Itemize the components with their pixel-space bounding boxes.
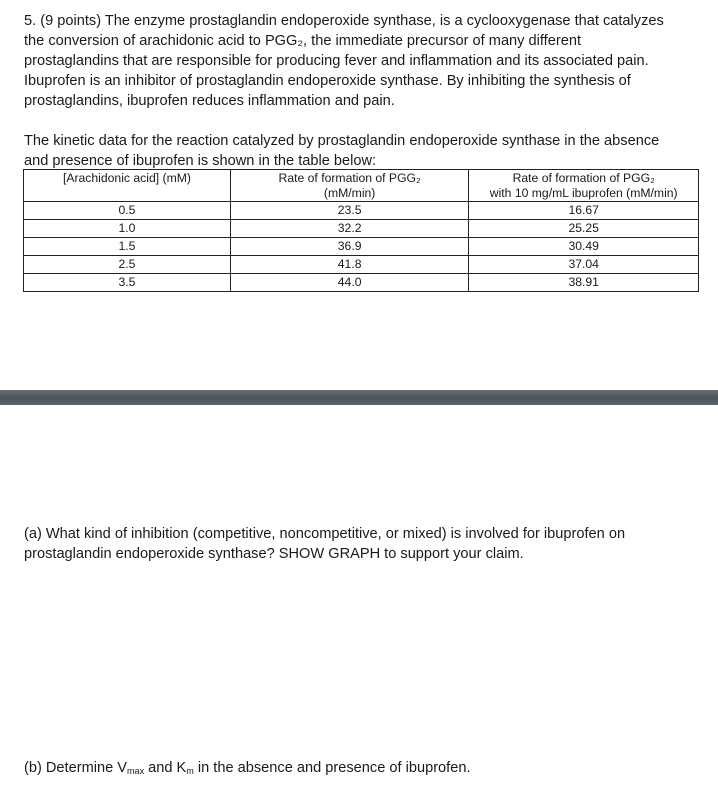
kinetic-data-intro bbox=[24, 131, 704, 171]
problem-intro bbox=[24, 11, 704, 111]
table-cell: 30.49 bbox=[469, 238, 699, 256]
table-cell: 41.8 bbox=[230, 256, 469, 274]
intro-line: prostaglandins, ibuprofen reduces inflammation and pain. bbox=[24, 93, 395, 109]
question-b: (b) Determine Vmax and Km in the absence and presence of ibuprofen. bbox=[24, 760, 471, 776]
table-cell: 16.67 bbox=[469, 202, 699, 220]
table-cell: 37.04 bbox=[469, 256, 699, 274]
table-row bbox=[24, 238, 699, 256]
table-cell: 44.0 bbox=[230, 274, 469, 292]
table-row bbox=[24, 202, 699, 220]
table-cell: 3.5 bbox=[24, 274, 231, 292]
kinetic-line: The kinetic data for the reaction catalyzed by prostaglandin endoperoxide synthase in the absence bbox=[24, 133, 660, 149]
question-a-line: prostaglandin endoperoxide synthase? SHOW GRAPH to support your claim. bbox=[24, 546, 524, 562]
header-arachidonic-acid: [Arachidonic acid] (mM) bbox=[24, 170, 231, 202]
table-cell: 1.0 bbox=[24, 220, 231, 238]
intro-line: 5. (9 points) The enzyme prostaglandin endoperoxide synthase, is a cyclooxygenase that catalyzes bbox=[24, 13, 664, 29]
table-cell: 0.5 bbox=[24, 202, 231, 220]
table-cell: 2.5 bbox=[24, 256, 231, 274]
kinetic-line: and presence of ibuprofen is shown in the table below: bbox=[24, 153, 377, 169]
table-cell: 23.5 bbox=[230, 202, 469, 220]
table-cell: 1.5 bbox=[24, 238, 231, 256]
question-a-line: (a) What kind of inhibition (competitive, noncompetitive, or mixed) is involved for ibuprofen on bbox=[24, 526, 626, 542]
km-subscript: m bbox=[186, 765, 194, 776]
table-cell: 38.91 bbox=[469, 274, 699, 292]
header-rate-no-inhibitor: Rate of formation of PGG₂ (mM/min) bbox=[230, 170, 469, 202]
table-cell: 32.2 bbox=[230, 220, 469, 238]
table-header-row bbox=[24, 170, 699, 202]
table-row bbox=[24, 220, 699, 238]
table-cell: 25.25 bbox=[469, 220, 699, 238]
question-a bbox=[24, 524, 704, 564]
kinetic-data-table bbox=[23, 169, 699, 292]
table-row bbox=[24, 256, 699, 274]
section-divider-bar bbox=[0, 390, 718, 405]
table-row bbox=[24, 274, 699, 292]
intro-line: Ibuprofen is an inhibitor of prostaglandin endoperoxide synthase. By inhibiting the synthesis of bbox=[24, 73, 631, 89]
header-rate-ibuprofen: Rate of formation of PGG₂ with 10 mg/mL ibuprofen (mM/min) bbox=[469, 170, 699, 202]
vmax-subscript: max bbox=[127, 765, 145, 776]
intro-line: the conversion of arachidonic acid to PGG₂, the immediate precursor of many different bbox=[24, 33, 581, 49]
intro-line: prostaglandins that are responsible for producing fever and inflammation and its associated pain. bbox=[24, 53, 649, 69]
table-cell: 36.9 bbox=[230, 238, 469, 256]
